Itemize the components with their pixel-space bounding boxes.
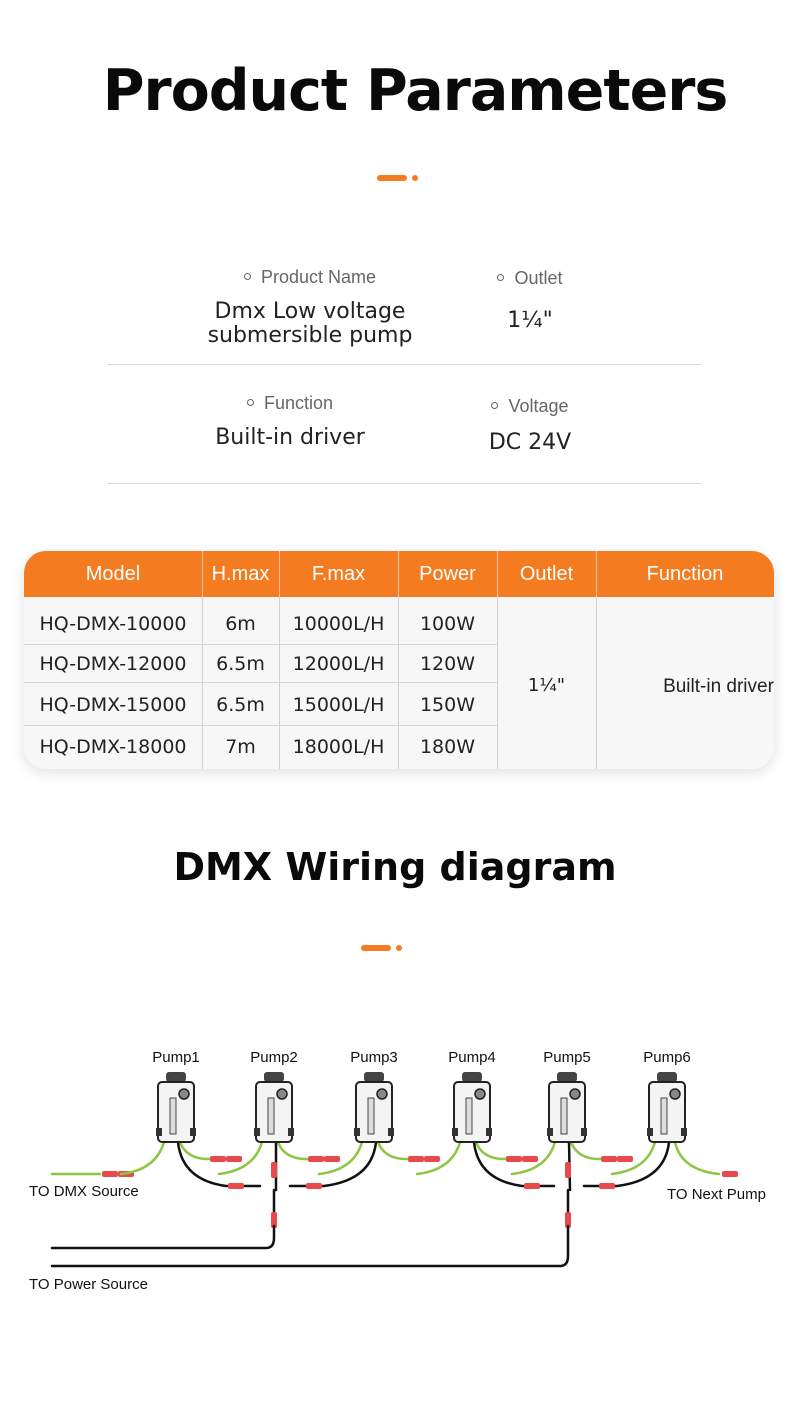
connector <box>601 1156 617 1162</box>
pump-foot <box>190 1128 196 1136</box>
connector <box>271 1162 277 1178</box>
divider <box>108 483 701 484</box>
param-label: Function <box>263 393 334 413</box>
pump-foot <box>288 1128 294 1136</box>
param-value: 1¼" <box>507 308 553 333</box>
connector <box>308 1156 324 1162</box>
divider <box>108 364 701 365</box>
table-cell-model: HQ-DMX-15000 <box>39 694 187 716</box>
pump-tube <box>661 1098 667 1134</box>
table-cell-power: 120W <box>419 653 476 675</box>
connector <box>617 1156 633 1162</box>
pump-label: Pump1 <box>152 1049 200 1066</box>
table-header-cell: Function <box>646 563 724 585</box>
pump-foot <box>581 1128 587 1136</box>
spec-table <box>24 551 774 769</box>
param-label: Voltage <box>508 396 569 416</box>
pump-tube <box>268 1098 274 1134</box>
pump-label: Pump2 <box>250 1049 298 1066</box>
param-outlet <box>440 268 620 333</box>
pump-foot <box>254 1128 260 1136</box>
pump-foot <box>681 1128 687 1136</box>
connector <box>226 1156 242 1162</box>
pump-top-cap <box>166 1072 186 1082</box>
pump-knob <box>475 1089 485 1099</box>
param-label: Outlet <box>514 268 563 288</box>
pump-tube <box>466 1098 472 1134</box>
table-header-cell: Power <box>419 563 476 585</box>
param-value: DC 24V <box>488 430 572 455</box>
connector <box>524 1183 540 1189</box>
pump-tube <box>170 1098 176 1134</box>
row-separator <box>24 725 497 726</box>
connector <box>599 1183 615 1189</box>
pump <box>152 1049 200 1142</box>
table-cell-power: 150W <box>419 694 476 716</box>
pump-knob <box>377 1089 387 1099</box>
page-title: Product Parameters <box>102 58 728 124</box>
header-separator <box>398 551 399 597</box>
connector <box>306 1183 322 1189</box>
table-header-cell: F.max <box>311 563 366 585</box>
power-wire <box>52 1226 274 1248</box>
pump-tube <box>368 1098 374 1134</box>
table-cell-fmax: 10000L/H <box>292 613 385 635</box>
pump-foot <box>354 1128 360 1136</box>
table-cell-hmax: 6.5m <box>216 653 265 675</box>
row-separator <box>24 682 497 683</box>
connector <box>522 1156 538 1162</box>
param-value: Built-in driver <box>215 425 365 450</box>
connector <box>424 1156 440 1162</box>
table-cell-model: HQ-DMX-12000 <box>39 653 187 675</box>
pump-top-cap <box>264 1072 284 1082</box>
bullet-icon <box>247 399 254 406</box>
connector <box>408 1156 424 1162</box>
section-title-wiring: DMX Wiring diagram <box>173 845 617 889</box>
pump <box>643 1049 691 1142</box>
row-separator <box>24 644 497 645</box>
pump-label: Pump5 <box>543 1049 591 1066</box>
pump-label: Pump6 <box>643 1049 691 1066</box>
bullet-icon <box>497 274 504 281</box>
pump-knob <box>570 1089 580 1099</box>
wiring-diagram <box>0 1030 790 1310</box>
param-label: Product Name <box>260 267 377 287</box>
pump-foot <box>547 1128 553 1136</box>
pump <box>350 1049 398 1142</box>
table-cell-power: 100W <box>419 613 476 635</box>
table-header-cell: H.max <box>211 563 270 585</box>
pump-top-cap <box>364 1072 384 1082</box>
pump <box>250 1049 298 1142</box>
pump <box>448 1049 496 1142</box>
table-header-cell: Model <box>85 563 141 585</box>
header-separator <box>497 551 498 597</box>
table-cell-hmax: 6.5m <box>216 694 265 716</box>
power-wire <box>52 1226 568 1266</box>
pump-foot <box>486 1128 492 1136</box>
param-function <box>140 393 440 450</box>
pump <box>543 1049 591 1142</box>
bullet-icon <box>491 402 498 409</box>
table-cell-model: HQ-DMX-10000 <box>39 613 187 635</box>
label-power-source: TO Power Source <box>29 1276 148 1293</box>
table-cell-fmax: 12000L/H <box>292 653 385 675</box>
wires <box>52 1142 738 1266</box>
connector <box>210 1156 226 1162</box>
connector <box>565 1162 571 1178</box>
table-cell-model: HQ-DMX-18000 <box>39 736 187 758</box>
table-cell-power: 180W <box>419 736 476 758</box>
power-wire <box>584 1142 669 1186</box>
pump-foot <box>647 1128 653 1136</box>
table-header-cell: Outlet <box>519 563 574 585</box>
pump-label: Pump3 <box>350 1049 398 1066</box>
signal-wire <box>121 1142 164 1174</box>
table-cell-outlet-merged: 1¼" <box>527 675 566 696</box>
connector <box>722 1171 738 1177</box>
bullet-icon <box>244 273 251 280</box>
pump-label: Pump4 <box>448 1049 496 1066</box>
param-product-name <box>160 267 460 348</box>
table-cell-hmax: 6m <box>225 613 256 635</box>
pump-top-cap <box>657 1072 677 1082</box>
signal-wire <box>675 1142 719 1174</box>
connector <box>102 1171 118 1177</box>
connector <box>506 1156 522 1162</box>
pump-top-cap <box>462 1072 482 1082</box>
label-next-pump: TO Next Pump <box>667 1186 766 1203</box>
header-separator <box>202 551 203 597</box>
pump-top-cap <box>557 1072 577 1082</box>
signal-wire <box>378 1142 432 1159</box>
table-cell-hmax: 7m <box>225 736 256 758</box>
pump-knob <box>277 1089 287 1099</box>
pump-foot <box>388 1128 394 1136</box>
label-dmx-source: TO DMX Source <box>29 1183 139 1200</box>
pump-foot <box>156 1128 162 1136</box>
connector <box>324 1156 340 1162</box>
power-wire <box>290 1142 376 1186</box>
table-cell-function-merged: Built-in driver <box>663 676 774 697</box>
param-voltage <box>440 396 620 455</box>
param-value-line1: Dmx Low voltage <box>214 299 406 324</box>
connector <box>228 1183 244 1189</box>
pump-knob <box>179 1089 189 1099</box>
table-cell-fmax: 15000L/H <box>292 694 385 716</box>
header-separator <box>596 551 597 597</box>
table-cell-fmax: 18000L/H <box>292 736 385 758</box>
header-separator <box>279 551 280 597</box>
pump-foot <box>452 1128 458 1136</box>
title-accent-decoration <box>361 945 403 951</box>
pump-knob <box>670 1089 680 1099</box>
title-accent-decoration <box>377 175 419 181</box>
pumps <box>152 1049 691 1142</box>
pump-tube <box>561 1098 567 1134</box>
signal-wire <box>180 1142 234 1159</box>
param-value-line2: submersible pump <box>207 323 413 348</box>
